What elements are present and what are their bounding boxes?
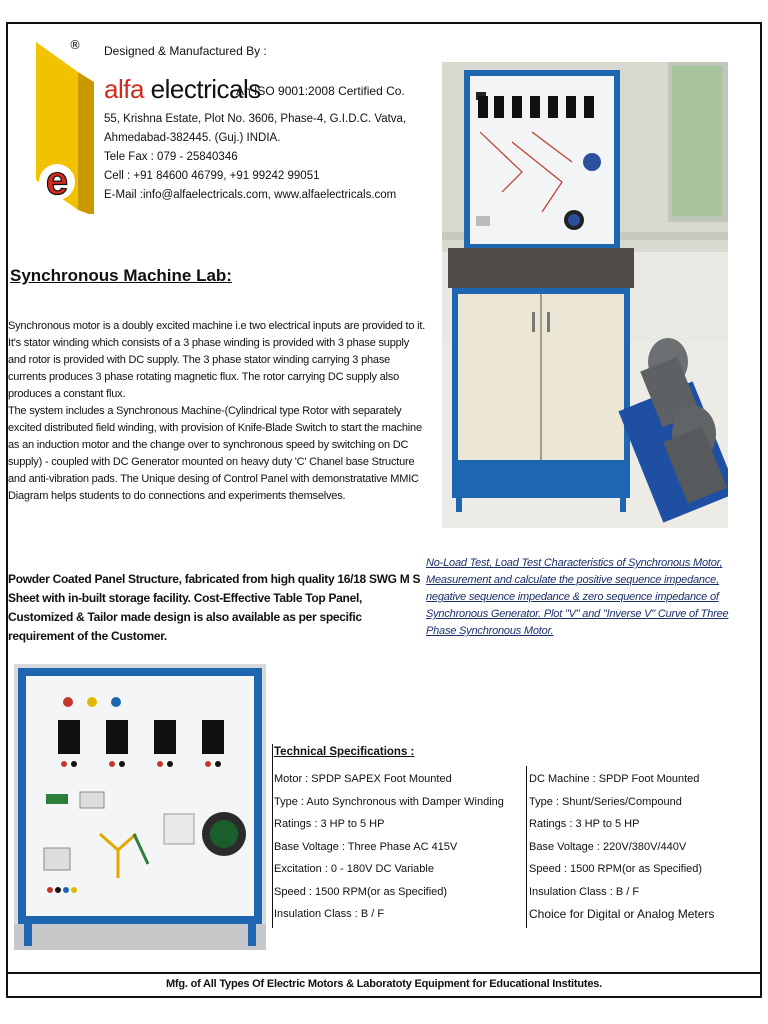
brand-second: electricals: [150, 74, 261, 104]
phone-line: Tele Fax : 079 - 25840346: [104, 151, 238, 163]
experiments-caption: No-Load Test, Load Test Characteristics of Synchronous Motor, Measurement and calculate the positive sequence impedance, negative sequence impedance & zero sequence impedance of Synchronous Generator. Plot "V" and "Inverse V" Curve of Three Phase Synchronous Motor.: [426, 557, 729, 637]
cell-line: Cell : +91 84600 46799, +91 99242 99051: [104, 170, 320, 182]
spec-item: Insulation Class : B / F: [274, 908, 385, 920]
meter-choice: Choice for Digital or Analog Meters: [529, 907, 715, 921]
spec-item: Ratings : 3 HP to 5 HP: [274, 818, 385, 830]
email-line: E-Mail :info@alfaelectricals.com, www.alfaelectricals.com: [104, 189, 397, 201]
footer-divider: [6, 972, 762, 974]
page-title: Synchronous Machine Lab:: [10, 266, 232, 285]
spec-item: Base Voltage : 220V/380V/440V: [529, 840, 687, 853]
spec-item: Speed : 1500 RPM(or as Specified): [529, 863, 703, 875]
spec-item: Motor : SPDP SAPEX Foot Mounted: [274, 773, 452, 785]
brand-first: alfa: [104, 74, 144, 104]
spec-divider-left: [272, 744, 273, 928]
spec-item: Type : Shunt/Series/Compound: [529, 795, 682, 808]
motor-specs: [274, 768, 504, 926]
alfa-logo: [22, 38, 98, 214]
registered-mark: ®: [69, 38, 81, 52]
logo-letter: e: [45, 159, 69, 203]
spec-item: Ratings : 3 HP to 5 HP: [529, 818, 640, 830]
lab-bench-photo: [442, 62, 728, 528]
dc-machine-specs: [529, 768, 714, 926]
iso-certification: An ISO 9001:2008 Certified Co.: [236, 84, 405, 98]
spec-item: Excitation : 0 - 180V DC Variable: [274, 863, 434, 875]
panel-structure-text: Powder Coated Panel Structure, fabricated from high quality 16/18 SWG M S Sheet with in-built storage facility. Cost-Effective Table Top Panel, Customized & Tailor made design is also available as per specific requirement of the Customer.: [8, 572, 421, 643]
designed-by-label: Designed & Manufactured By :: [104, 44, 267, 58]
contact-address: [104, 110, 406, 205]
spec-item: Type : Auto Synchronous with Damper Winding: [274, 795, 504, 808]
address-line: Ahmedabad-382445. (Guj.) INDIA.: [104, 132, 281, 144]
spec-item: Insulation Class : B / F: [529, 885, 640, 898]
description-paragraph: Synchronous motor is a doubly excited machine i.e two electrical inputs are provided to it. It's stator winding which consists of a 3 phase winding is provided with 3 phase supply and rotor is provided with DC supply. The 3 phase stator winding carrying 3 phase currents produces 3 phase rotating magnetic flux. The rotor carrying DC supply also produces a constant flux.: [8, 320, 426, 400]
spec-item: Base Voltage : Three Phase AC 415V: [274, 840, 458, 853]
spec-item: Speed : 1500 RPM(or as Specified): [274, 885, 448, 898]
spec-divider-right: [526, 766, 527, 928]
address-line: 55, Krishna Estate, Plot No. 3606, Phase-4, G.I.D.C. Vatva,: [104, 113, 407, 125]
control-panel-photo: [14, 664, 266, 950]
footer-tagline: Mfg. of All Types Of Electric Motors & Laboratoty Equipment for Educational Institutes.: [165, 978, 603, 990]
description-text: [8, 318, 426, 505]
spec-title: Technical Specifications :: [274, 746, 415, 758]
description-paragraph: The system includes a Synchronous Machine-(Cylindrical type Rotor with separately excited distributed field winding, with provision of Knife-Blade Switch to start the machine as an induction motor and the change over to synchronous speed by switching on DC supply) - coupled with DC Generator mounted on heavy duty 'C' Chanel base Structure and anti-vibration pads. The Unique desing of Control Panel with demonstratative MMIC Diagram helps students to do connections and experiments themselves.: [8, 405, 422, 502]
spec-item: DC Machine : SPDP Foot Mounted: [529, 773, 700, 785]
